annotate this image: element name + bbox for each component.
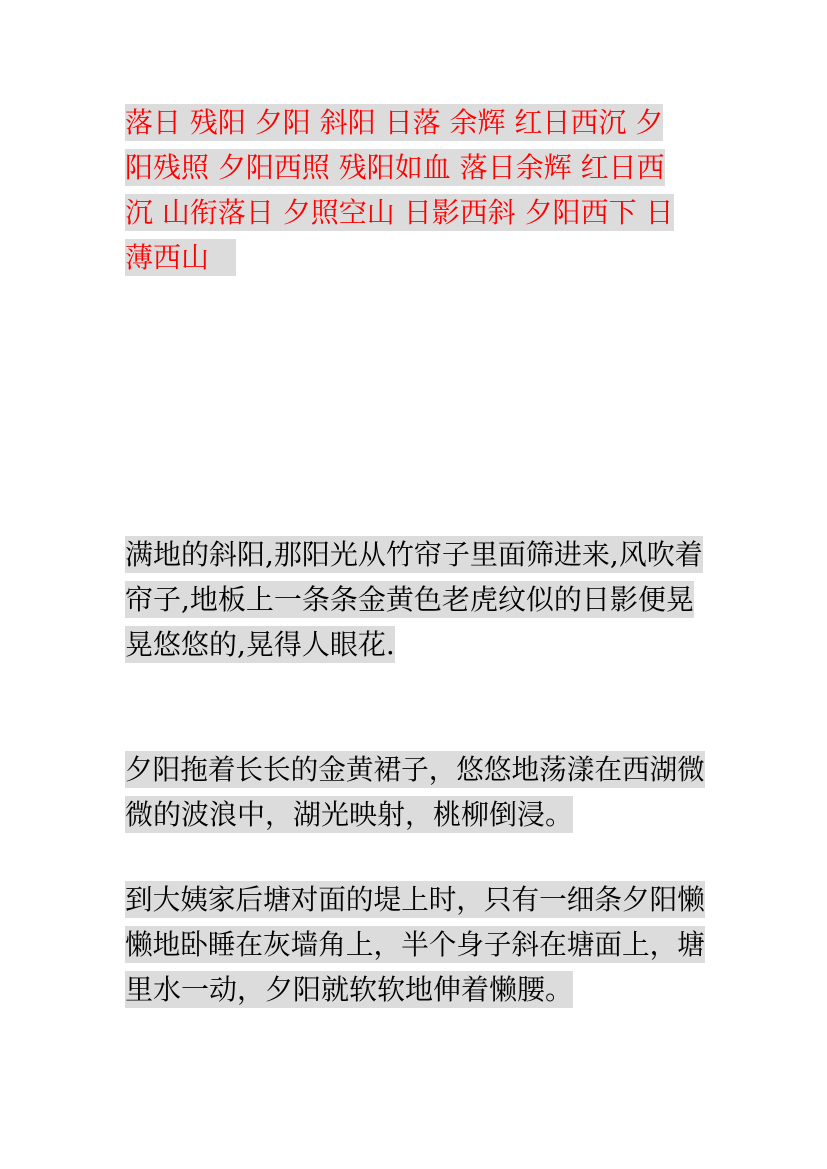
idioms-list xyxy=(125,100,705,280)
paragraph-bamboo-curtain xyxy=(125,532,705,667)
paragraph-line: 里水一动，夕阳就软软地伸着懒腰。 xyxy=(125,973,574,1006)
paragraph-line: 夕阳拖着长长的金黄裙子，悠悠地荡漾在西湖微 xyxy=(125,753,705,786)
idioms-line: 沉 山衔落日 夕照空山 日影西斜 夕阳西下 日 xyxy=(125,196,674,229)
idioms-line: 落日 残阳 夕阳 斜阳 日落 余辉 红日西沉 夕 xyxy=(125,106,664,139)
paragraph-pond-embankment xyxy=(125,877,705,1012)
idioms-line: 薄西山 xyxy=(125,235,705,280)
idioms-line: 阳残照 夕阳西照 残阳如血 落日余辉 红日西 xyxy=(125,151,665,184)
paragraph-line: 晃悠悠的,晃得人眼花. xyxy=(125,628,395,661)
paragraph-line: 到大姨家后塘对面的堤上时，只有一细条夕阳懒 xyxy=(125,883,705,916)
paragraph-line: 懒地卧睡在灰墙角上，半个身子斜在塘面上，塘 xyxy=(125,928,705,961)
paragraph-west-lake xyxy=(125,747,705,837)
paragraph-line: 微的波浪中，湖光映射，桃柳倒浸。 xyxy=(125,798,574,831)
paragraph-line: 满地的斜阳,那阳光从竹帘子里面筛进来,风吹着 xyxy=(125,538,703,571)
paragraph-line: 帘子,地板上一条条金黄色老虎纹似的日影便晃 xyxy=(125,583,694,616)
